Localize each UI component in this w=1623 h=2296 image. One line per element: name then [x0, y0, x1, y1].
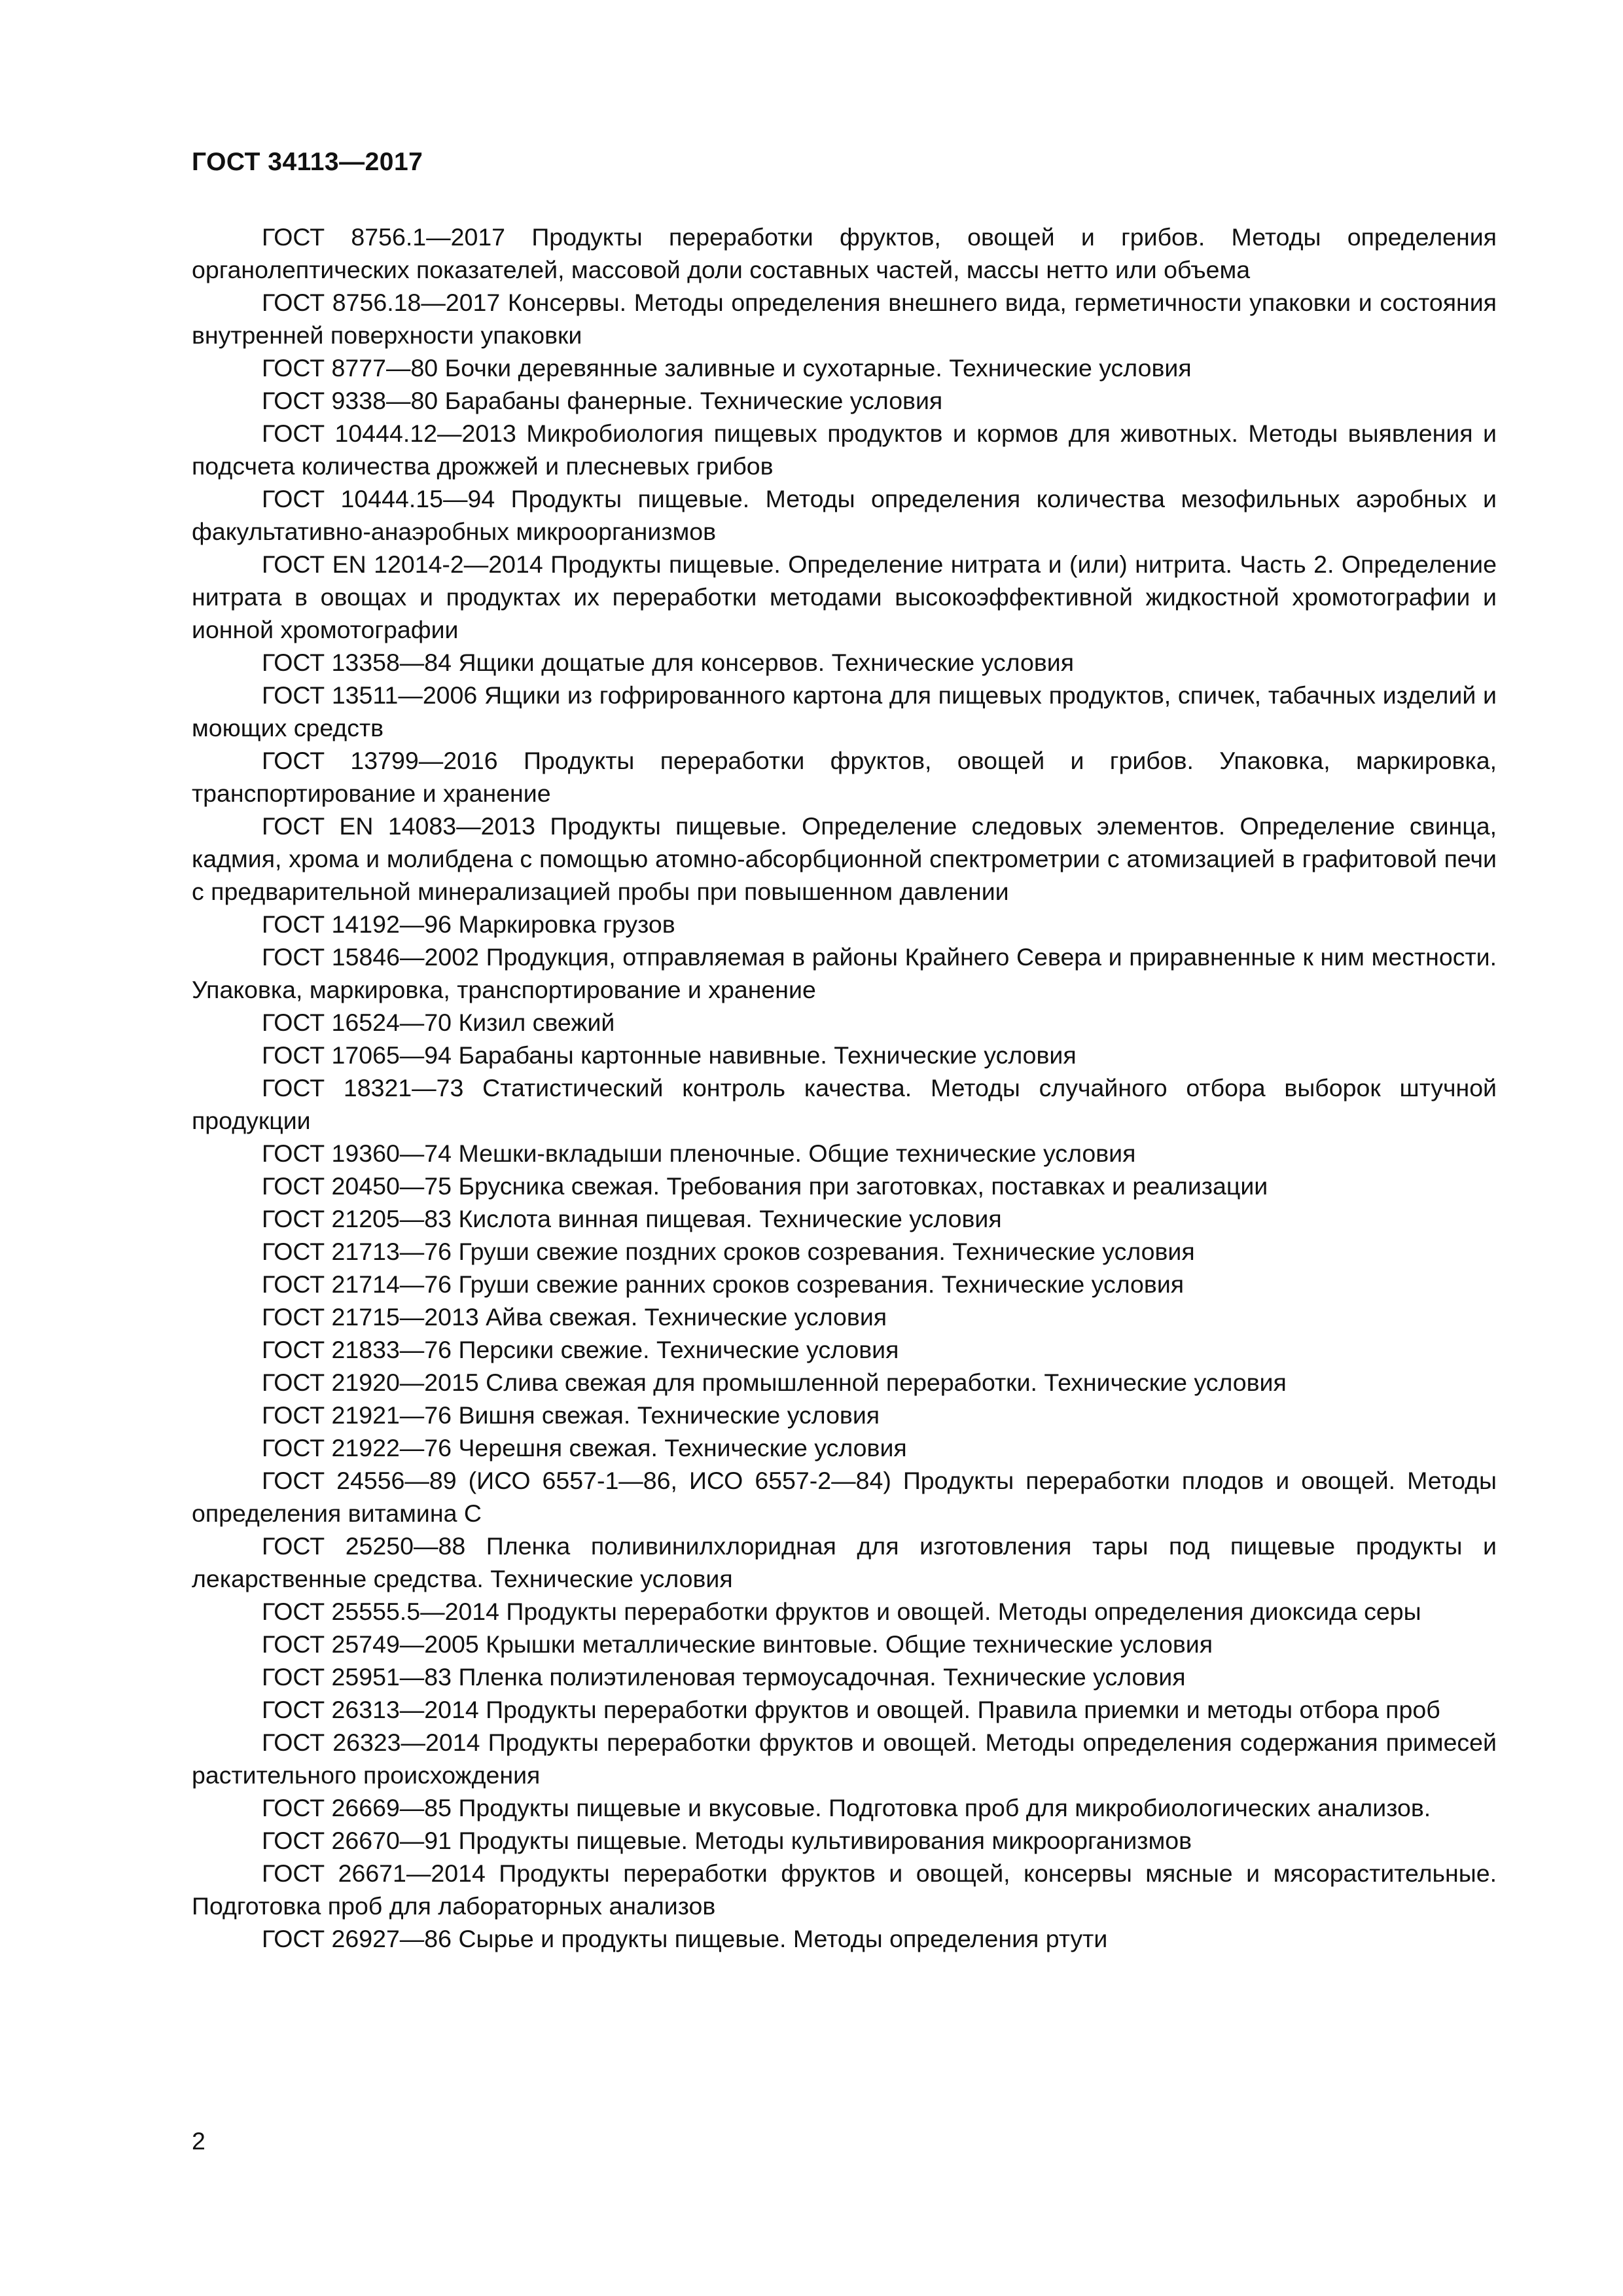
- reference-item: ГОСТ 26323—2014 Продукты переработки фруктов и овощей. Методы определения содержания примесей растительного происхождения: [192, 1729, 1497, 1789]
- reference-item: ГОСТ 21833—76 Персики свежие. Технические условия: [262, 1336, 899, 1363]
- reference-item: ГОСТ 26669—85 Продукты пищевые и вкусовые. Подготовка проб для микробиологических анализов.: [262, 1794, 1431, 1821]
- reference-item: ГОСТ 24556—89 (ИСО 6557-1—86, ИСО 6557-2—84) Продукты переработки плодов и овощей. Методы определения витамина С: [192, 1467, 1497, 1527]
- reference-item: ГОСТ 8777—80 Бочки деревянные заливные и сухотарные. Технические условия: [262, 354, 1192, 382]
- reference-item: ГОСТ 26927—86 Сырье и продукты пищевые. Методы определения ртути: [262, 1925, 1108, 1952]
- reference-item: ГОСТ 8756.18—2017 Консервы. Методы определения внешнего вида, герметичности упаковки и состояния внутренней поверхности упаковки: [192, 289, 1497, 349]
- reference-item: ГОСТ 10444.15—94 Продукты пищевые. Методы определения количества мезофильных аэробных и факультативно-анаэробных микроорганизмов: [192, 485, 1497, 545]
- reference-item: ГОСТ 21921—76 Вишня свежая. Технические условия: [262, 1401, 880, 1429]
- reference-item: ГОСТ 21922—76 Черешня свежая. Технические условия: [262, 1434, 907, 1462]
- document-header: ГОСТ 34113—2017: [192, 148, 423, 176]
- reference-item: ГОСТ 9338—80 Барабаны фанерные. Технические условия: [262, 387, 943, 414]
- reference-item: ГОСТ 21714—76 Груши свежие ранних сроков созревания. Технические условия: [262, 1270, 1185, 1298]
- reference-item: ГОСТ 8756.1—2017 Продукты переработки фруктов, овощей и грибов. Методы определения органолептических показателей, массовой доли составных частей, массы нетто или объема: [192, 223, 1497, 283]
- reference-item: ГОСТ 16524—70 Кизил свежий: [262, 1009, 615, 1036]
- normative-references-list: [192, 221, 1497, 1955]
- reference-item: ГОСТ 21713—76 Груши свежие поздних сроков созревания. Технические условия: [262, 1238, 1195, 1265]
- reference-item: ГОСТ 25555.5—2014 Продукты переработки фруктов и овощей. Методы определения диоксида серы: [262, 1598, 1421, 1625]
- reference-item: ГОСТ 19360—74 Мешки-вкладыши пленочные. Общие технические условия: [262, 1139, 1136, 1167]
- reference-item: ГОСТ 13511—2006 Ящики из гофрированного картона для пищевых продуктов, спичек, табачных изделий и моющих средств: [192, 681, 1497, 742]
- reference-item: ГОСТ 26313—2014 Продукты переработки фруктов и овощей. Правила приемки и методы отбора проб: [262, 1696, 1440, 1723]
- reference-item: ГОСТ 26670—91 Продукты пищевые. Методы культивирования микроорганизмов: [262, 1827, 1192, 1854]
- reference-item: ГОСТ 25749—2005 Крышки металлические винтовые. Общие технические условия: [262, 1630, 1213, 1658]
- reference-item: ГОСТ 21920—2015 Слива свежая для промышленной переработки. Технические условия: [262, 1369, 1287, 1396]
- reference-item: ГОСТ EN 12014-2—2014 Продукты пищевые. Определение нитрата и (или) нитрита. Часть 2. Определение нитрата в овощах и продуктах их переработки методами высокоэффективной жидкостной хромотографии и ионной хромотографии: [192, 550, 1497, 643]
- reference-item: ГОСТ 25250—88 Пленка поливинилхлоридная для изготовления тары под пищевые продукты и лекарственные средства. Технические условия: [192, 1532, 1497, 1592]
- reference-item: ГОСТ 25951—83 Пленка полиэтиленовая термоусадочная. Технические условия: [262, 1663, 1186, 1691]
- reference-item: ГОСТ 18321—73 Статистический контроль качества. Методы случайного отбора выборок штучной продукции: [192, 1074, 1497, 1134]
- reference-item: ГОСТ 20450—75 Брусника свежая. Требования при заготовках, поставках и реализации: [262, 1172, 1268, 1200]
- reference-item: ГОСТ 14192—96 Маркировка грузов: [262, 910, 675, 938]
- reference-item: ГОСТ 13799—2016 Продукты переработки фруктов, овощей и грибов. Упаковка, маркировка, транспортирование и хранение: [192, 747, 1497, 807]
- reference-item: ГОСТ 21205—83 Кислота винная пищевая. Технические условия: [262, 1205, 1002, 1232]
- reference-item: ГОСТ 17065—94 Барабаны картонные навивные. Технические условия: [262, 1041, 1077, 1069]
- reference-item: ГОСТ 26671—2014 Продукты переработки фруктов и овощей, консервы мясные и мясорастительные. Подготовка проб для лабораторных анализов: [192, 1859, 1497, 1920]
- reference-item: ГОСТ 15846—2002 Продукция, отправляемая в районы Крайнего Севера и приравненные к ним местности. Упаковка, маркировка, транспортирование и хранение: [192, 943, 1497, 1003]
- reference-item: ГОСТ EN 14083—2013 Продукты пищевые. Определение следовых элементов. Определение свинца, кадмия, хрома и молибдена с помощью атомно-абсорбционной спектрометрии с атомизацией в графитовой печи с предварительной минерализацией пробы при повышенном давлении: [192, 812, 1497, 905]
- reference-item: ГОСТ 21715—2013 Айва свежая. Технические условия: [262, 1303, 887, 1331]
- page-number: 2: [192, 2127, 205, 2155]
- reference-item: ГОСТ 10444.12—2013 Микробиология пищевых продуктов и кормов для животных. Методы выявления и подсчета количества дрожжей и плесневых грибов: [192, 420, 1497, 480]
- reference-item: ГОСТ 13358—84 Ящики дощатые для консервов. Технические условия: [262, 649, 1074, 676]
